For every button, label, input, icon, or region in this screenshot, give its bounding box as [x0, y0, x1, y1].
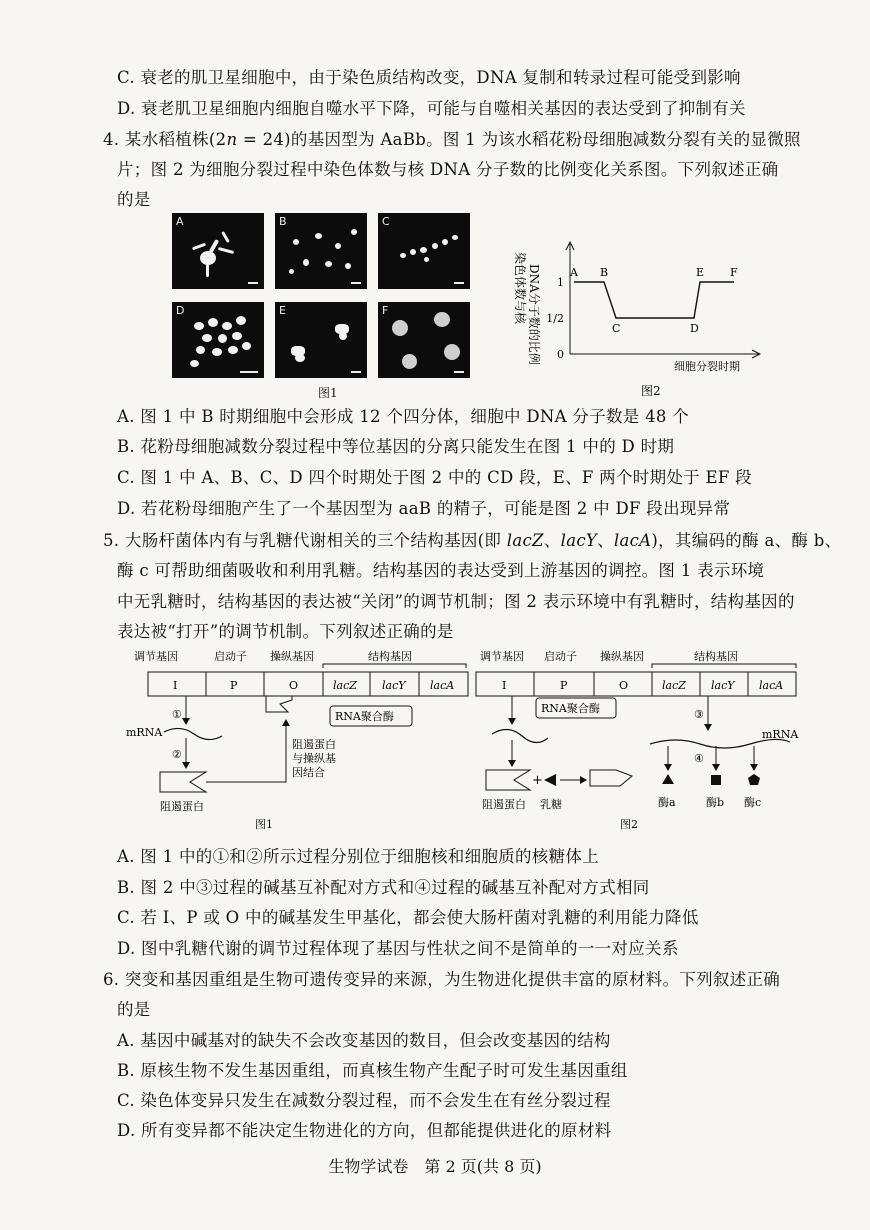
sep: 、	[543, 531, 561, 550]
panel-label: D	[176, 304, 185, 317]
step4-label: ④	[694, 752, 704, 765]
operon-figure-1	[126, 649, 468, 831]
box-p: P	[230, 679, 238, 692]
lactose-label: 乳糖	[540, 798, 562, 811]
micro-panel-e	[275, 302, 367, 378]
chart-ylabel-2: DNA分子数的比例	[527, 264, 541, 365]
enzyme-b-label: 酶b	[706, 796, 725, 809]
panel-label: C	[382, 215, 390, 228]
sep: 、	[597, 531, 614, 550]
box-lacy: lacY	[382, 679, 406, 692]
repressor-label-2: 阻遏蛋白	[482, 798, 526, 811]
micrograph-figure	[172, 213, 472, 400]
box-laca: lacA	[430, 679, 455, 692]
plus-sign: +	[532, 773, 543, 788]
q5-stem-line3: 中无乳糖时，结构基因的表达被“关闭”的调节机制；图 2 表示环境中有乳糖时，结构基因的	[117, 592, 795, 611]
repressor-label: 阻遏蛋白	[160, 800, 204, 813]
chart-series-line	[574, 282, 734, 318]
micro-panel-b	[275, 213, 367, 289]
header-promoter-2: 启动子	[544, 650, 577, 663]
micro-panel-f	[378, 302, 470, 378]
box-o: O	[289, 679, 299, 692]
q3-option-d: D. 衰老肌卫星细胞内细胞自噬水平下降，可能与自噬相关基因的表达受到了抑制有关	[117, 99, 746, 118]
box-i-2: I	[502, 679, 507, 692]
q6-option-b: B. 原核生物不发生基因重组，而真核生物产生配子时可发生基因重组	[117, 1061, 628, 1080]
gene-lacz: lacZ	[506, 531, 544, 550]
chart-ylabel-1: 染色体数与核	[513, 252, 527, 325]
q4-option-d: D. 若花粉母细胞产生了一个基因型为 aaB 的精子，可能是图 2 中 DF 段出现异常	[117, 499, 731, 518]
box-lacy-2: lacY	[711, 679, 735, 692]
box-p-2: P	[560, 679, 568, 692]
panel-label: F	[382, 304, 389, 317]
micro-panel-c	[378, 213, 470, 289]
box-i: I	[173, 679, 178, 692]
chart-point-label: B	[600, 266, 609, 279]
chart-point-label: D	[690, 322, 699, 335]
enzyme-a-label: 酶a	[658, 796, 676, 809]
step1-label: ①	[172, 708, 182, 721]
chart-y-tick-label: 1/2	[546, 312, 564, 325]
chart-point-label: E	[696, 266, 705, 279]
q4-text-post: = 24)的基因型为 AaBb。图 1 为该水稻花粉母细胞减数分裂有关的显微照	[237, 130, 801, 149]
bind-label-2: 与操纵基	[292, 752, 336, 765]
q4-option-c: C. 图 1 中 A、B、C、D 四个时期处于图 2 中的 CD 段，E、F 两个时期处于 EF 段	[117, 468, 752, 487]
chart-point-label: F	[730, 266, 738, 279]
chart-y-tick-label: 1	[557, 276, 564, 289]
q4-option-a: A. 图 1 中 B 时期细胞中会形成 12 个四分体，细胞中 DNA 分子数是 48 个	[117, 407, 690, 426]
step3-label: ③	[694, 708, 704, 721]
q4-text: 4. 某水稻植株(2	[103, 130, 227, 149]
op-caption-2: 图2	[620, 818, 638, 831]
bind-label-3: 因结合	[292, 766, 325, 779]
header-regulator-gene-2: 调节基因	[480, 650, 524, 663]
q6-option-c: C. 染色体变异只发生在减数分裂过程，而不会发生在有丝分裂过程	[117, 1091, 611, 1110]
panel-label: A	[176, 215, 184, 228]
chart-x-label: 细胞分裂时期	[674, 360, 740, 373]
q6-option-a: A. 基因中碱基对的缺失不会改变基因的数目，但会改变基因的结构	[117, 1031, 611, 1050]
header-structural-genes: 结构基因	[368, 650, 412, 663]
header-promoter: 启动子	[214, 650, 247, 663]
micro-panel-d	[172, 302, 264, 378]
q5-text: 5. 大肠杆菌体内有与乳糖代谢相关的三个结构基因(即	[103, 531, 507, 550]
q4-n: n	[226, 130, 238, 149]
enzyme-c-label: 酶c	[744, 796, 762, 809]
step2-label: ②	[172, 748, 182, 761]
header-regulator-gene: 调节基因	[134, 650, 178, 663]
rna-polymerase-label: RNA聚合酶	[335, 710, 394, 723]
box-o-2: O	[619, 679, 629, 692]
rna-polymerase-label-2: RNA聚合酶	[541, 702, 600, 715]
box-lacz-2: lacZ	[662, 679, 686, 692]
panel-label: B	[279, 215, 287, 228]
q5-text-post: )，其编码的酶 a、酶 b、	[651, 531, 842, 550]
chart-point-label: A	[570, 266, 578, 279]
q5-option-b: B. 图 2 中③过程的碱基互补配对方式和④过程的碱基互补配对方式相同	[117, 878, 650, 897]
chart-y-tick-label: 0	[557, 348, 564, 361]
q3-option-c: C. 衰老的肌卫星细胞中，由于染色质结构改变，DNA 复制和转录过程可能受到影响	[117, 68, 741, 87]
q6-stem-line1: 6. 突变和基因重组是生物可遗传变异的来源，为生物进化提供丰富的原材料。下列叙述正确	[103, 970, 781, 989]
q4-stem-line3: 的是	[117, 190, 151, 209]
box-laca-2: lacA	[759, 679, 784, 692]
q5-stem-line4: 表达被“打开”的调节机制。下列叙述正确的是	[117, 622, 454, 641]
chart-point-label: C	[612, 322, 621, 335]
ratio-line-chart	[500, 212, 770, 402]
box-lacz: lacZ	[333, 679, 357, 692]
mrna-label-2: mRNA	[762, 728, 799, 741]
q6-stem-line2: 的是	[117, 1000, 151, 1019]
header-operator-2: 操纵基因	[600, 650, 644, 663]
op-caption-1: 图1	[255, 818, 273, 831]
q4-option-b: B. 花粉母细胞减数分裂过程中等位基因的分离只能发生在图 1 中的 D 时期	[117, 437, 675, 456]
mrna-label: mRNA	[126, 726, 163, 739]
panel-label: E	[279, 304, 286, 317]
page-footer: 生物学试卷 第 2 页(共 8 页)	[328, 1157, 542, 1176]
q4-stem-line2: 片；图 2 为细胞分裂过程中染色体数与核 DNA 分子数的比例变化关系图。下列叙述正确	[117, 160, 779, 179]
q5-stem-line1	[103, 529, 841, 553]
bind-label-1: 阻遏蛋白	[292, 738, 336, 751]
operon-figure-2	[476, 649, 799, 831]
lac-operon-figure	[120, 640, 820, 840]
figure2-caption: 图2	[641, 384, 661, 398]
q4-stem-line1	[103, 128, 801, 152]
micro-panel-a	[172, 213, 264, 289]
q5-option-c: C. 若 I、P 或 O 中的碱基发生甲基化，都会使大肠杆菌对乳糖的利用能力降低	[117, 908, 699, 927]
gene-lacy: lacY	[560, 531, 598, 550]
q5-stem-line2: 酶 c 可帮助细菌吸收和利用乳糖。结构基因的表达受到上游基因的调控。图 1 表示环境	[117, 561, 765, 580]
header-structural-genes-2: 结构基因	[694, 650, 738, 663]
gene-laca: lacA	[613, 531, 652, 550]
header-operator: 操纵基因	[270, 650, 314, 663]
q6-option-d: D. 所有变异都不能决定生物进化的方向，但都能提供进化的原材料	[117, 1121, 612, 1140]
q5-option-a: A. 图 1 中的①和②所示过程分别位于细胞核和细胞质的核糖体上	[117, 847, 599, 866]
q5-option-d: D. 图中乳糖代谢的调节过程体现了基因与性状之间不是简单的一一对应关系	[117, 939, 679, 958]
figure1-caption: 图1	[318, 386, 338, 400]
